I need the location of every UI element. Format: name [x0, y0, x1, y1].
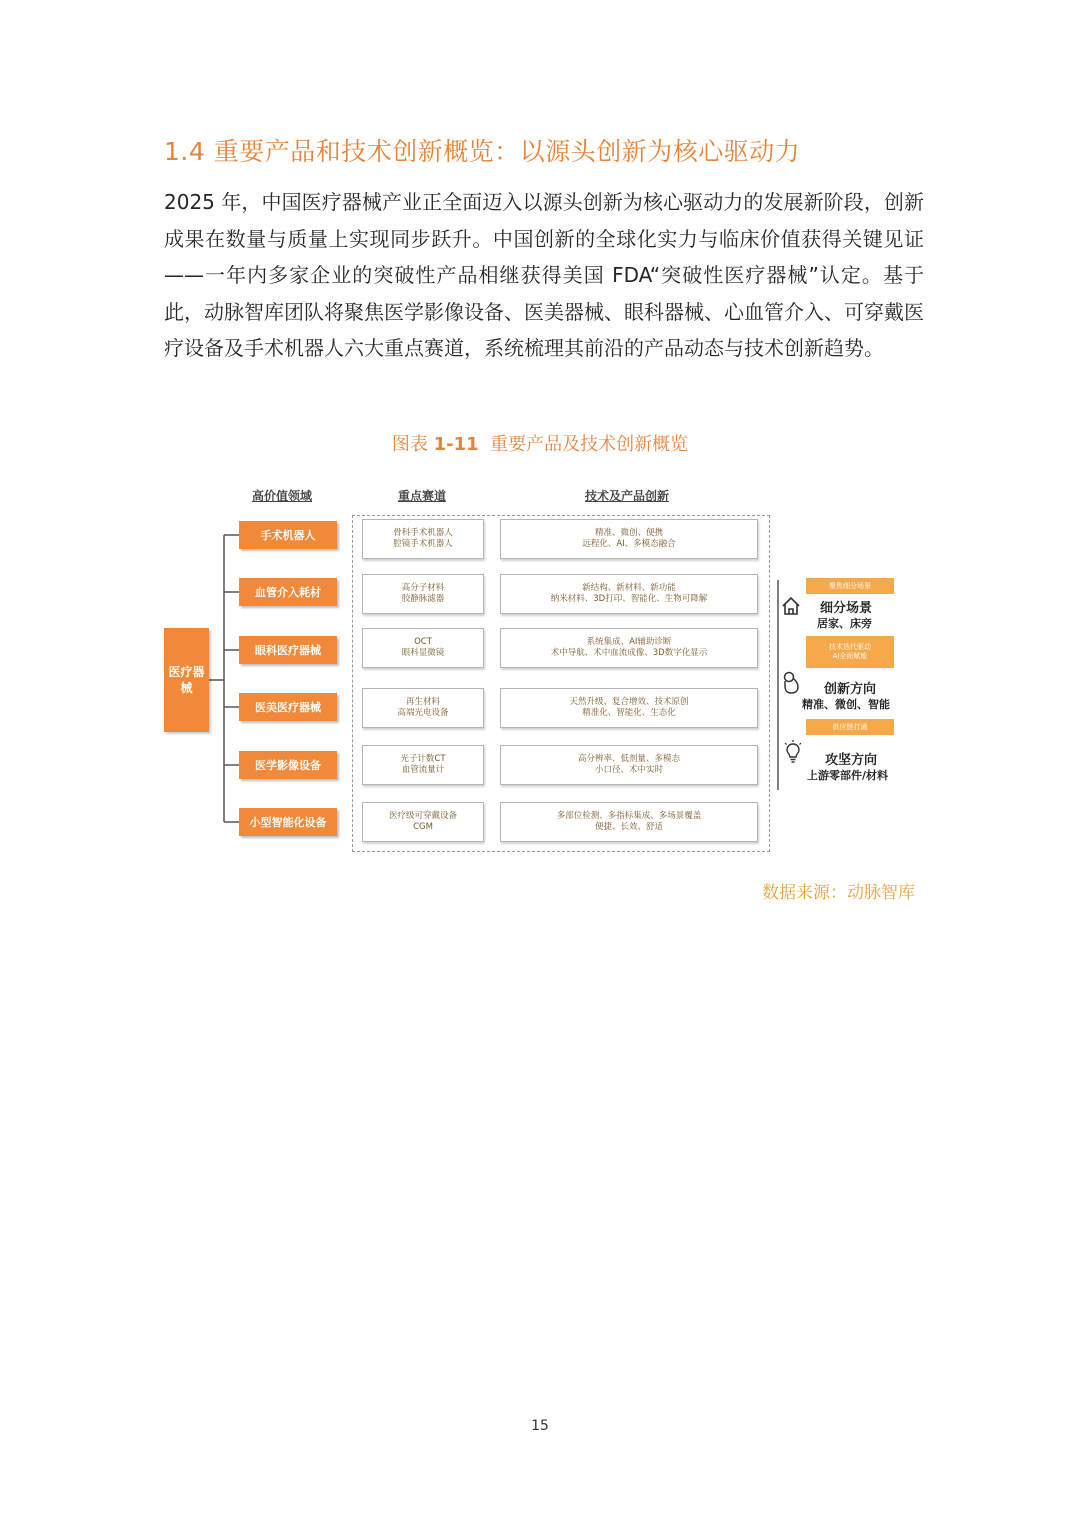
tech-cell: [500, 745, 758, 785]
side-tag-line: 供应链打通: [832, 722, 868, 731]
header-tech: 技术及产品创新: [585, 489, 670, 503]
tech-item: 新结构、新材料、新功能: [582, 583, 676, 593]
track-cell: [362, 745, 484, 785]
tech-item: 系统集成、AI辅助诊断: [586, 637, 672, 647]
header-track: 重点赛道: [398, 489, 447, 503]
track-item: 再生材料: [405, 697, 440, 707]
tech-item: 精准、微创、便携: [594, 528, 663, 538]
domain-box: 手术机器人: [239, 521, 337, 549]
side-tag: [806, 578, 894, 594]
tech-item: 精准化、智能化、生态化: [582, 708, 676, 718]
track-item: 眼科显微镜: [401, 648, 445, 658]
side-subtitle: 上游零部件/材料: [807, 769, 889, 782]
side-subtitle: 精准、微创、智能: [802, 698, 890, 711]
side-tag: [806, 719, 894, 735]
track-item: 胶静脉滤器: [401, 594, 445, 604]
tech-cell: [500, 688, 758, 728]
tech-item: 术中导航、术中血流成像、3D数字化显示: [550, 648, 708, 658]
side-title: 创新方向: [824, 682, 877, 697]
track-item: CGM: [413, 822, 433, 832]
track-item: 血管流量计: [401, 765, 445, 775]
figure-caption-prefix: 图表: [391, 434, 428, 455]
side-title: 细分场景: [820, 601, 873, 616]
figure-caption-number: 1-11: [433, 434, 479, 455]
track-cell: [362, 802, 484, 842]
side-title: 攻坚方向: [825, 753, 878, 768]
hand-ok-icon: [780, 669, 804, 695]
lightbulb-icon: [783, 740, 803, 766]
side-subtitle: 居家、床旁: [817, 617, 872, 630]
body-paragraph: 2025 年，中国医疗器械产业正全面迈入以源头创新为核心驱动力的发展新阶段，创新成果在数量与质量上实现同步跃升。中国创新的全球化实力与临床价值获得关键见证——一年内多家企业的突破性产品相继获得美国 FDA“突破性医疗器械”认定。基于此，动脉智库团队将聚焦医学影像设备、医美器械、眼科器械、心血管介入、可穿戴医疗设备及手术机器人六大重点赛道，系统梳理其前沿的产品动态与技术创新趋势。: [164, 190, 924, 360]
root-node: 医疗器械: [164, 628, 209, 732]
track-cell: [362, 574, 484, 614]
tech-item: 多部位检测、多指标集成、多场景覆盖: [556, 811, 702, 821]
domain-box: 医学影像设备: [239, 751, 337, 779]
tech-cell: [500, 574, 758, 614]
page-number: 15: [531, 1418, 549, 1434]
domain-box: 血管介入耗材: [239, 578, 337, 606]
track-item: 高端光电设备: [397, 708, 449, 718]
tech-item: 小口径、术中实时: [594, 765, 663, 775]
tech-item: 高分辨率、低剂量、多模态: [577, 754, 680, 764]
track-item: 高分子材料: [401, 583, 445, 593]
domain-box: 眼科医疗器械: [239, 636, 337, 664]
track-item: 骨科手术机器人: [393, 528, 453, 538]
track-cell: [362, 628, 484, 668]
track-item: 腔镜手术机器人: [393, 539, 453, 549]
track-cell: [362, 688, 484, 728]
tech-item: 便捷、长效、舒适: [594, 822, 663, 832]
header-domain: 高价值领域: [252, 489, 313, 503]
domain-box: 医美医疗器械: [239, 693, 337, 721]
side-tag-line: 聚焦细分场景: [829, 581, 871, 590]
tech-cell: [500, 628, 758, 668]
tech-item: 纳米材料、3D打印、智能化、生物可降解: [550, 594, 708, 604]
track-item: OCT: [414, 637, 432, 647]
side-tag-line: 技术迭代驱动: [829, 643, 871, 651]
tech-cell: [500, 519, 758, 559]
side-tag: [806, 636, 894, 668]
track-cell: [362, 519, 484, 559]
tech-cell: [500, 802, 758, 842]
tech-item: 远程化、AI、多模态融合: [582, 539, 676, 549]
side-tag-line: AI全面赋能: [832, 652, 868, 660]
track-item: 光子计数CT: [400, 754, 446, 764]
section-title: 1.4 重要产品和技术创新概览：以源头创新为核心驱动力: [164, 137, 801, 166]
domain-box: 小型智能化设备: [239, 808, 337, 836]
track-item: 医疗级可穿戴设备: [388, 811, 457, 821]
data-source: 数据来源：动脉智库: [762, 883, 915, 903]
home-icon: [780, 595, 802, 617]
figure-caption-title: 重要产品及技术创新概览: [490, 434, 689, 455]
tech-item: 天然升级、复合增效、技术原创: [569, 697, 689, 707]
